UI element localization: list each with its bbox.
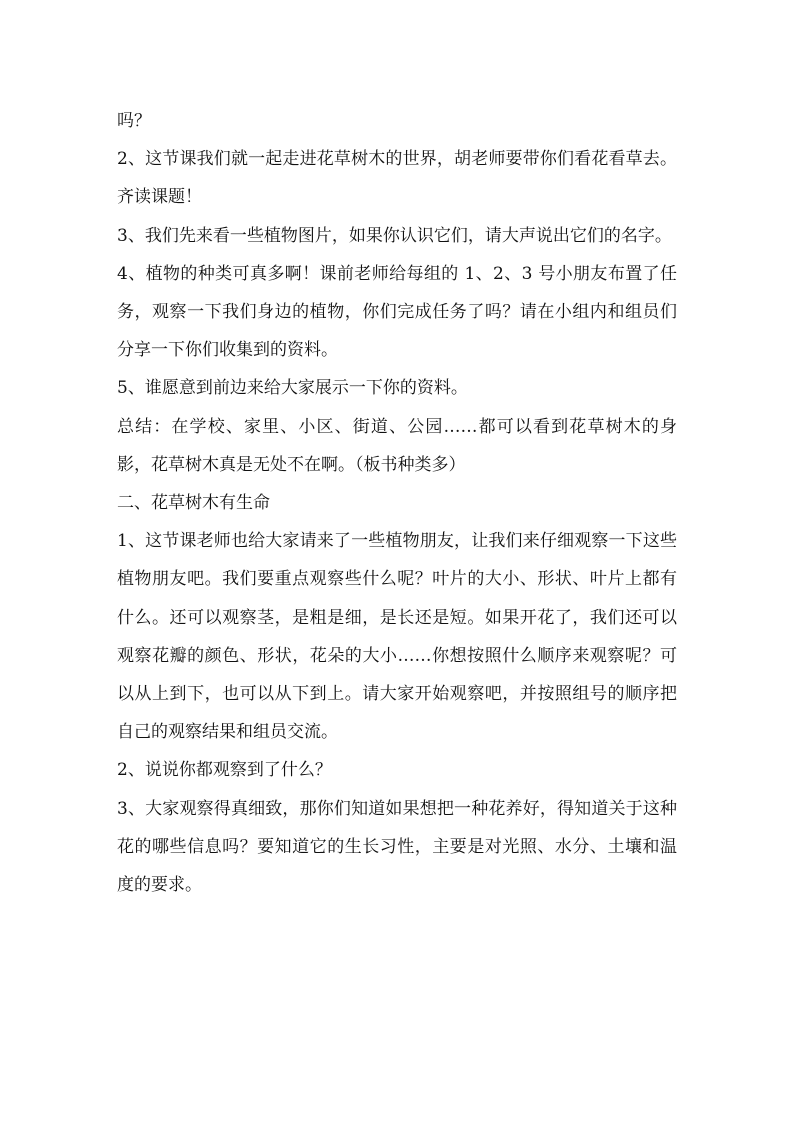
document-body xyxy=(117,102,677,904)
paragraph-observe-2: 2、说说你都观察到了什么？ xyxy=(117,760,332,781)
paragraph-step-3: 3、我们先来看一些植物图片，如果你认识它们，请大声说出它们的名字。 xyxy=(117,225,672,246)
paragraph-step-2: 2、这节课我们就一起走进花草树木的世界，胡老师要带你们看花看草去。齐读课题！ xyxy=(117,149,677,208)
paragraph-summary: 总结：在学校、家里、小区、街道、公园……都可以看到花草树木的身影，花草树木真是无处不在啊。（板书种类多） xyxy=(117,416,677,475)
section-heading: 二、花草树木有生命 xyxy=(117,493,270,514)
paragraph-step-5: 5、谁愿意到前边来给大家展示一下你的资料。 xyxy=(117,378,468,399)
paragraph-step-4: 4、植物的种类可真多啊！课前老师给每组的 1、2、3 号小朋友布置了任务，观察一下我们身边的植物，你们完成任务了吗？请在小组内和组员们分享一下你们收集到的资料。 xyxy=(117,263,677,361)
paragraph-observe-1: 1、这节课老师也给大家请来了一些植物朋友，让我们来仔细观察一下这些植物朋友吧。我们要重点观察些什么呢？叶片的大小、形状、叶片上都有什么。还可以观察茎，是粗是细，是长还是短。如果开花了，我们还可以观察花瓣的颜色、形状，花朵的大小……你想按照什么顺序来观察呢？可以从上到下，也可以从下到上。请大家开始观察吧，并按照组号的顺序把自己的观察结果和组员交流。 xyxy=(117,531,677,743)
paragraph-observe-3: 3、大家观察得真细致，那你们知道如果想把一种花养好，得知道关于这种花的哪些信息吗？要知道它的生长习性，主要是对光照、水分、土壤和温度的要求。 xyxy=(117,798,677,896)
paragraph-continuation: 吗？ xyxy=(117,111,151,131)
